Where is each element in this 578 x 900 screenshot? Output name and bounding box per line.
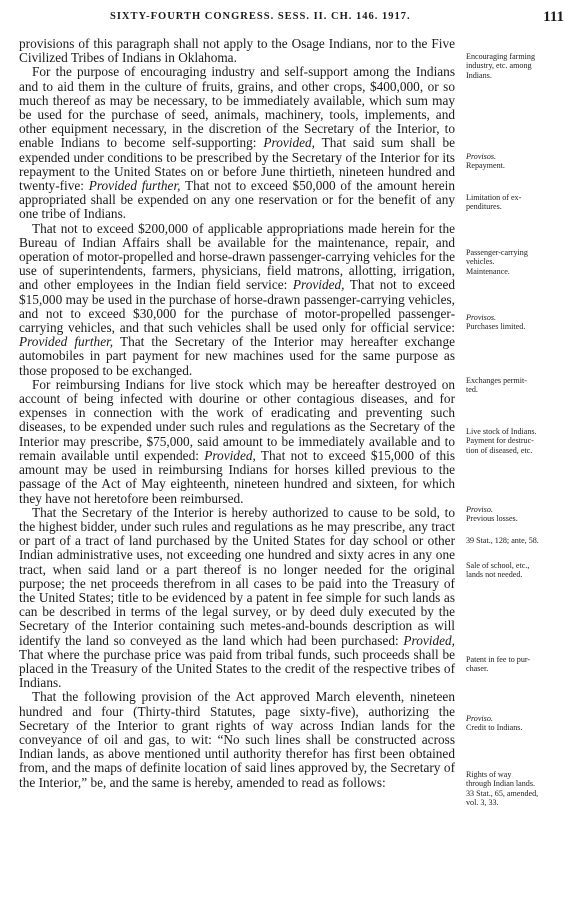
paragraph-text: That not to exceed $15,000 may be used in the purchase of horse-drawn passenger-carrying vehicles, and not to exceed $30,000 for the purchase of motor-propelled passenger-carrying vehicles, and that such vehicles shall be used only for official service: [19, 277, 455, 336]
paragraph-text: That not to exceed $15,000 of this amount may be used in reimbursing Indians for horses killed previous to the passage of the Act of May eighteenth, nineteen hundred and sixteen, for which they have not heretofore been reimbursed. [19, 447, 455, 506]
margin-note-line: through Indian lands. [466, 779, 536, 789]
margin-note-patent-in-fee [466, 655, 572, 674]
proviso-term: Provided further, [19, 334, 114, 350]
proviso-term: Provided, [263, 135, 315, 151]
margin-note-encouraging-farming [466, 52, 572, 80]
margin-note-limitation-expenditures [466, 193, 572, 212]
margin-note-line: penditures. [466, 202, 502, 212]
margin-note-line: Proviso. [466, 714, 493, 723]
proviso-term: Provided, [403, 632, 455, 648]
margin-note-proviso-credit [466, 714, 572, 733]
margin-note-line: Encouraging farming [466, 52, 535, 61]
margin-note-line: 39 Stat., 128; ante, 58. [466, 536, 539, 545]
margin-note-line: 33 Stat., 65, amended, [466, 788, 539, 798]
paragraph [19, 222, 455, 378]
proviso-term: Provided further, [88, 178, 181, 194]
margin-note-provisos-purchases [466, 313, 572, 332]
margin-note-proviso-previous-losses [466, 505, 572, 524]
page-number: 111 [543, 9, 564, 25]
margin-note-line: Passenger-carrying [466, 248, 528, 257]
margin-note-line: Limitation of ex- [466, 193, 522, 202]
paragraph-text: That not to exceed $50,000 of the amount herein appropriated shall be expended on any one reservation or for the benefit of any one tribe of Indians. [19, 178, 456, 222]
margin-note-line: Patent in fee to pur- [466, 655, 531, 664]
paragraph [19, 506, 455, 691]
margin-note-line: Repayment. [466, 161, 505, 171]
margin-note-line: Sale of school, etc., [466, 561, 530, 570]
margin-note-live-stock [466, 427, 572, 455]
margin-note-line: Payment for destruc- [466, 436, 534, 446]
margin-note-line: industry, etc. among [466, 61, 532, 71]
paragraph-text: That the Secretary of the Interior may hereafter exchange automobiles in part payment for new machines used for the same purpose as those proposed to be exchanged. [19, 334, 455, 378]
margin-note-line: Indians. [466, 70, 492, 80]
margin-note-provisos-repayment [466, 152, 572, 171]
margin-note-line: Provisos. [466, 152, 497, 161]
paragraph-text: provisions of this paragraph shall not apply to the Osage Indians, nor to the Five Civilized Tribes of Indians in Oklahoma. [19, 36, 455, 66]
margin-note-line: Maintenance. [466, 266, 510, 276]
paragraph-text: For reimbursing Indians for live stock which may be hereafter destroyed on account of being infected with dourine or other contagious diseases, and for expenses in connection with the work of eradicating and preventing such diseases, to be expended under such rules and regulations as the Secretary of the Interior may prescribe, $75,000, said amount to be immediately available and to remain available until expended: [19, 376, 455, 463]
margin-note-line: vol. 3, 33. [466, 797, 499, 807]
paragraph-text: That where the purchase price was paid from tribal funds, such proceeds shall be placed in the Treasury of the United States to the credit of the respective tribes of Indians. [19, 646, 455, 691]
margin-note-exchanges-permitted [466, 376, 572, 395]
margin-note-line: tion of diseased, etc. [466, 445, 533, 455]
margin-note-line: Previous losses. [466, 514, 518, 524]
margin-note-line: vehicles. [466, 257, 495, 267]
margin-note-sale-school-lands [466, 561, 572, 580]
paragraph [19, 378, 455, 506]
margin-note-line: Purchases limited. [466, 322, 526, 332]
paragraph [19, 690, 455, 789]
paragraph-text: For the purpose of encouraging industry and self-support among the Indians and to aid them in the culture of fruits, grains, and other crops, $400,000, or so much thereof as may be necessary, to be immediately available, which sum may be used for the purchase of seed, animals, machinery, tools, implements, and other equipment necessary, in the discretion of the Secretary of the Interior, to enable Indians to become self-supporting: [19, 64, 455, 151]
paragraph-text: That not to exceed $200,000 of applicable appropriations made herein for the Bureau of Indian Affairs shall be available for the maintenance, repair, and operation of motor-propelled and horse-drawn passenger-carrying vehicles for the use of superintendents, farmers, physicians, field matrons, allotting, irrigation, and other employees in the Indian field service: [19, 220, 455, 293]
margin-note-rights-of-way [466, 770, 572, 807]
margin-note-line: Rights of way [466, 770, 512, 779]
margin-note-line: Exchanges permit- [466, 376, 527, 385]
proviso-term: Provided, [292, 277, 345, 293]
margin-note-line: Proviso. [466, 505, 493, 514]
margin-note-line: chaser. [466, 664, 489, 674]
body-text [19, 37, 455, 790]
margin-note-line: lands not needed. [466, 570, 523, 580]
paragraph [19, 37, 455, 65]
margin-note-line: Live stock of Indians. [466, 427, 537, 436]
margin-note-line: Provisos. [466, 313, 497, 322]
paragraph-text: That said sum shall be expended under conditions to be prescribed by the Secretary of the Interior for its repayment to the United States on or before June thirtieth, nineteen hundred and twenty-five: [19, 135, 455, 194]
margin-note-passenger-vehicles [466, 248, 572, 276]
paragraph [19, 65, 455, 221]
running-head: SIXTY-FOURTH CONGRESS. SESS. II. CH. 146. 1917. [110, 11, 411, 22]
paragraph-text: That the following provision of the Act approved March eleventh, nineteen hundred and four (Thirty-third Statutes, page sixty-five), authorizing the Secretary of the Interior to grant rights of way across Indian lands for the conveyance of oil and gas, to wit: “No such lines shall be constructed across Indian lands, as above mentioned until authority therefor has first been obtained from, and the maps of definite location of said lines approved by, the Secretary of the Interior,” be, and the same is hereby, amended to read as follows: [19, 689, 455, 790]
margin-note-line: ted. [466, 385, 478, 395]
margin-notes [466, 0, 572, 900]
margin-note-statute-citation [466, 536, 572, 545]
proviso-term: Provided, [204, 447, 256, 463]
margin-note-line: Credit to Indians. [466, 723, 523, 733]
paragraph-text: That the Secretary of the Interior is hereby authorized to cause to be sold, to the highest bidder, under such rules and regulations as he may prescribe, any tract or part of a tract of land purchased by the United States for day school or other Indian administrative uses, not exceeding one hundred and sixty acres in any one tract, when said land or a part thereof is no longer needed for the original purpose; the net proceeds therefrom in all cases to be paid into the Treasury of the United States; title to be evidenced by a patent in fee simple for such lands as can be described in terms of the legal survey, or by deed duly executed by the Secretary of the Interior containing such metes-and-bounds description as will identify the land so conveyed as the land which had been purchased: [19, 504, 455, 648]
